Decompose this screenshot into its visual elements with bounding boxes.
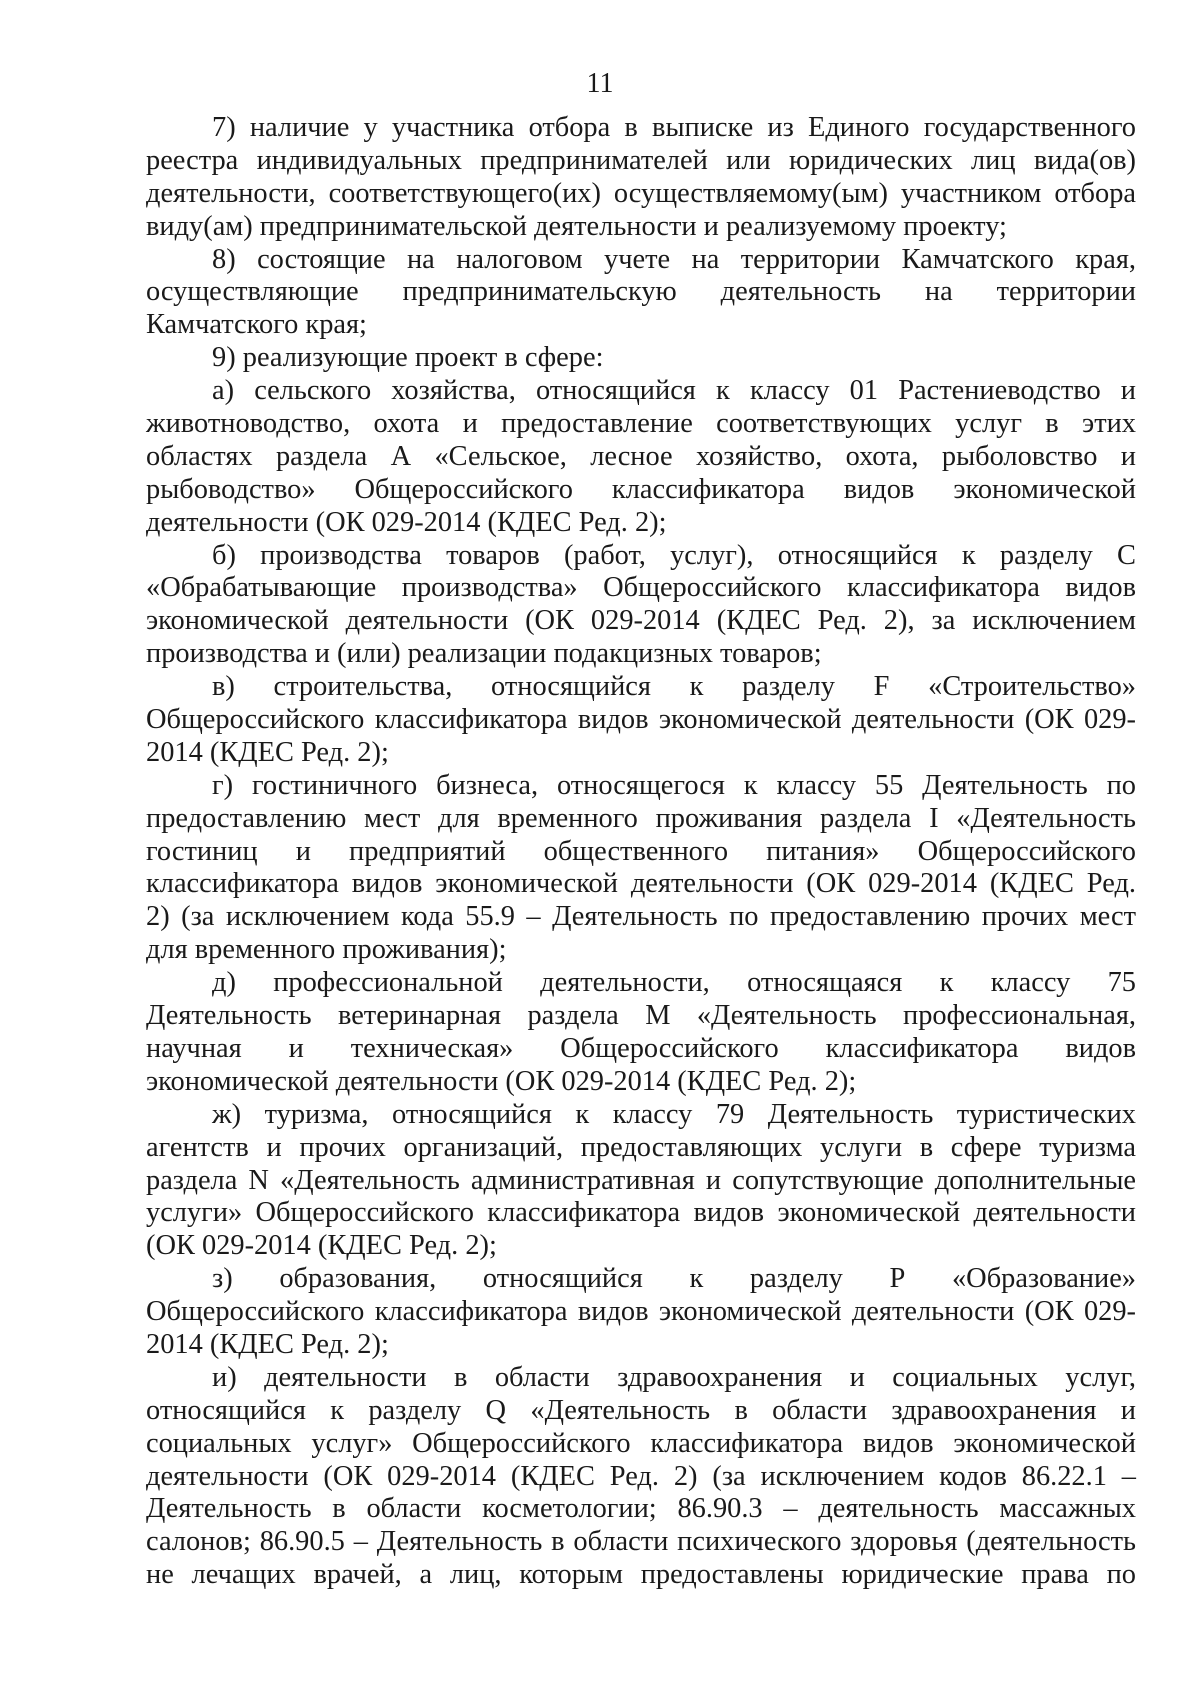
text-line: салонов; 86.90.5 – Деятельность в области психического здоровья (деятельность [146,1526,1136,1558]
text-line: г) гостиничного бизнеса, относящегося к классу 55 Деятельность по [212,769,1136,801]
text-line: осуществляющие предпринимательскую деятельность на территории [146,276,1136,308]
text-line: 2014 (КДЕС Ред. 2); [146,1328,389,1360]
document-body [146,112,1136,1592]
text-line: виду(ам) предпринимательской деятельности и реализуемому проекту; [146,210,1007,242]
text-line: животноводство, охота и предоставление соответствующих услуг в этих [146,408,1136,440]
text-line: областях раздела А «Сельское, лесное хозяйство, охота, рыболовство и [146,440,1136,472]
text-line: относящийся к разделу Q «Деятельность в области здравоохранения и [146,1394,1136,1426]
text-line: Камчатского края; [146,309,367,341]
text-line: агентств и прочих организаций, предоставляющих услуги в сфере туризма [146,1131,1136,1163]
text-line: деятельности (ОК 029-2014 (КДЕС Ред. 2) (за исключением кодов 86.22.1 – [146,1460,1136,1492]
text-line: 7) наличие у участника отбора в выписке из Единого государственного [212,112,1136,143]
text-line: предоставлению мест для временного проживания раздела I «Деятельность [146,802,1136,834]
text-line: деятельности (ОК 029-2014 (КДЕС Ред. 2); [146,506,667,538]
text-line: Общероссийского классификатора видов экономической деятельности (ОК 029- [146,704,1136,736]
text-line: деятельности, соответствующего(их) осуществляемому(ым) участником отбора [146,177,1136,209]
text-line: научная и техническая» Общероссийского классификатора видов [146,1032,1136,1064]
text-line: (ОК 029-2014 (КДЕС Ред. 2); [146,1230,497,1262]
text-line: 9) реализующие проект в сфере: [212,342,604,374]
text-line: экономической деятельности (ОК 029-2014 (КДЕС Ред. 2); [146,1065,857,1097]
text-line: экономической деятельности (ОК 029-2014 (КДЕС Ред. 2), за исключением [146,605,1136,637]
text-line: з) образования, относящийся к разделу Р «Образование» [212,1263,1136,1295]
text-line: производства и (или) реализации подакцизных товаров; [146,638,822,670]
text-line: Общероссийского классификатора видов экономической деятельности (ОК 029- [146,1296,1136,1328]
text-line: социальных услуг» Общероссийского классификатора видов экономической [146,1427,1136,1459]
page-number: 11 [586,68,614,99]
text-line: «Обрабатывающие производства» Общероссийского классификатора видов [146,572,1136,604]
text-line: а) сельского хозяйства, относящийся к классу 01 Растениеводство и [212,375,1136,407]
text-line: в) строительства, относящийся к разделу F «Строительство» [212,671,1136,703]
text-line: 2) (за исключением кода 55.9 – Деятельность по предоставлению прочих мест [146,901,1136,933]
text-line: для временного проживания); [146,934,507,966]
text-line: классификатора видов экономической деятельности (ОК 029-2014 (КДЕС Ред. [146,868,1136,900]
text-line: раздела N «Деятельность административная и сопутствующие дополнительные [146,1164,1136,1196]
text-line: Деятельность ветеринарная раздела М «Деятельность профессиональная, [146,1000,1136,1032]
text-line: д) профессиональной деятельности, относящаяся к классу 75 [212,967,1136,999]
text-line: 8) состоящие на налоговом учете на территории Камчатского края, [212,243,1136,275]
text-line: и) деятельности в области здравоохранения и социальных услуг, [212,1361,1136,1393]
text-line: рыбоводство» Общероссийского классификатора видов экономической [146,473,1136,505]
text-line: 2014 (КДЕС Ред. 2); [146,736,389,768]
text-line: б) производства товаров (работ, услуг), относящийся к разделу С [212,539,1136,571]
text-line: услуги» Общероссийского классификатора видов экономической деятельности [146,1197,1136,1229]
text-line: ж) туризма, относящийся к классу 79 Деятельность туристических [212,1098,1136,1130]
text-line: не лечащих врачей, а лиц, которым предоставлены юридические права по [146,1559,1136,1591]
text-line: гостиниц и предприятий общественного питания» Общероссийского [146,835,1136,867]
text-line: реестра индивидуальных предпринимателей или юридических лиц вида(ов) [146,144,1136,176]
text-line: Деятельность в области косметологии; 86.90.3 – деятельность массажных [146,1493,1136,1525]
